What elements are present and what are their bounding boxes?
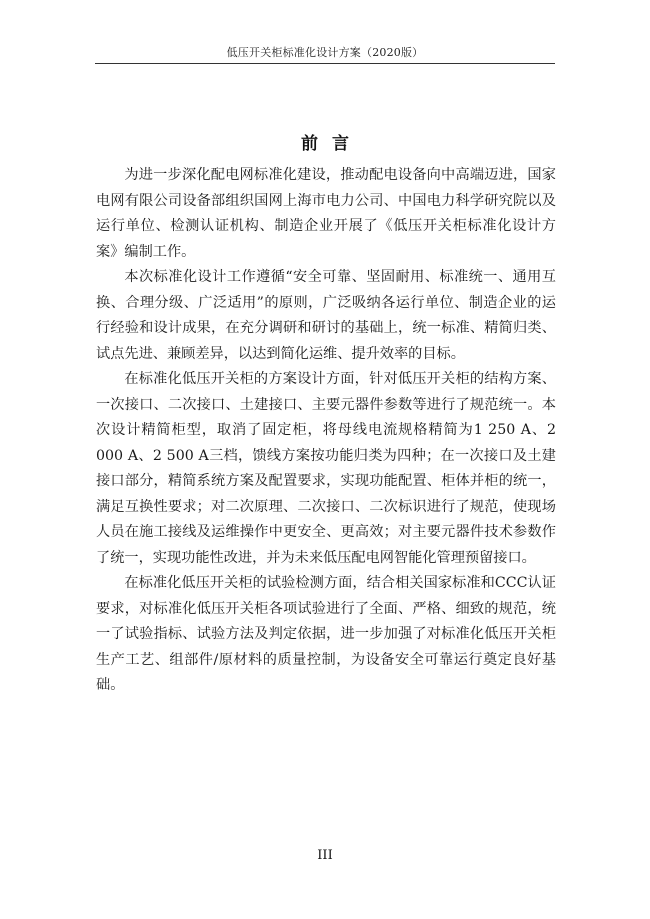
header-divider: [95, 63, 555, 64]
page-number: III: [317, 848, 333, 863]
paragraph: 为进一步深化配电网标准化建设，推动配电设备向中高端迈进，国家电网有限公司设备部组织国网上海市电力公司、中国电力科学研究院以及运行单位、检测认证机构、制造企业开展了《低压开关柜标准化设计方案》编制工作。: [96, 167, 556, 260]
page-title: 前言: [301, 134, 363, 155]
paragraph: 在标准化低压开关柜的试验检测方面，结合相关国家标准和CCC认证要求，对标准化低压开关柜各项试验进行了全面、严格、细致的规范，统一了试验指标、试验方法及判定依据，进一步加强了对标准化低压开关柜生产工艺、组部件/原材料的质量控制，为设备安全可靠运行奠定良好基础。: [96, 575, 556, 693]
preface-body: [96, 163, 556, 699]
paragraph: 本次标准化设计工作遵循“安全可靠、坚固耐用、标准统一、通用互换、合理分级、广泛适用”的原则，广泛吸纳各运行单位、制造企业的运行经验和设计成果，在充分调研和研讨的基础上，统一标准、精简归类、试点先进、兼顾差异，以达到简化运维、提升效率的目标。: [96, 269, 556, 362]
running-header: 低压开关柜标准化设计方案（2020版）: [226, 46, 424, 59]
paragraph: 在标准化低压开关柜的方案设计方面，针对低压开关柜的结构方案、一次接口、二次接口、土建接口、主要元器件参数等进行了规范统一。本次设计精简柜型，取消了固定柜，将母线电流规格精简为1 250 A、2 000 A、2 500 A三档，馈线方案按功能归类为四种；在一次接口及土建接口部分，精简系统方案及配置要求，实现功能配置、柜体并柜的统一，满足互换性要求；对二次原理、二次接口、二次标识进行了规范，使现场人员在施工接线及运维操作中更安全、更高效；对主要元器件技术参数作了统一，实现功能性改进，并为未来低压配电网智能化管理预留接口。: [96, 371, 556, 566]
